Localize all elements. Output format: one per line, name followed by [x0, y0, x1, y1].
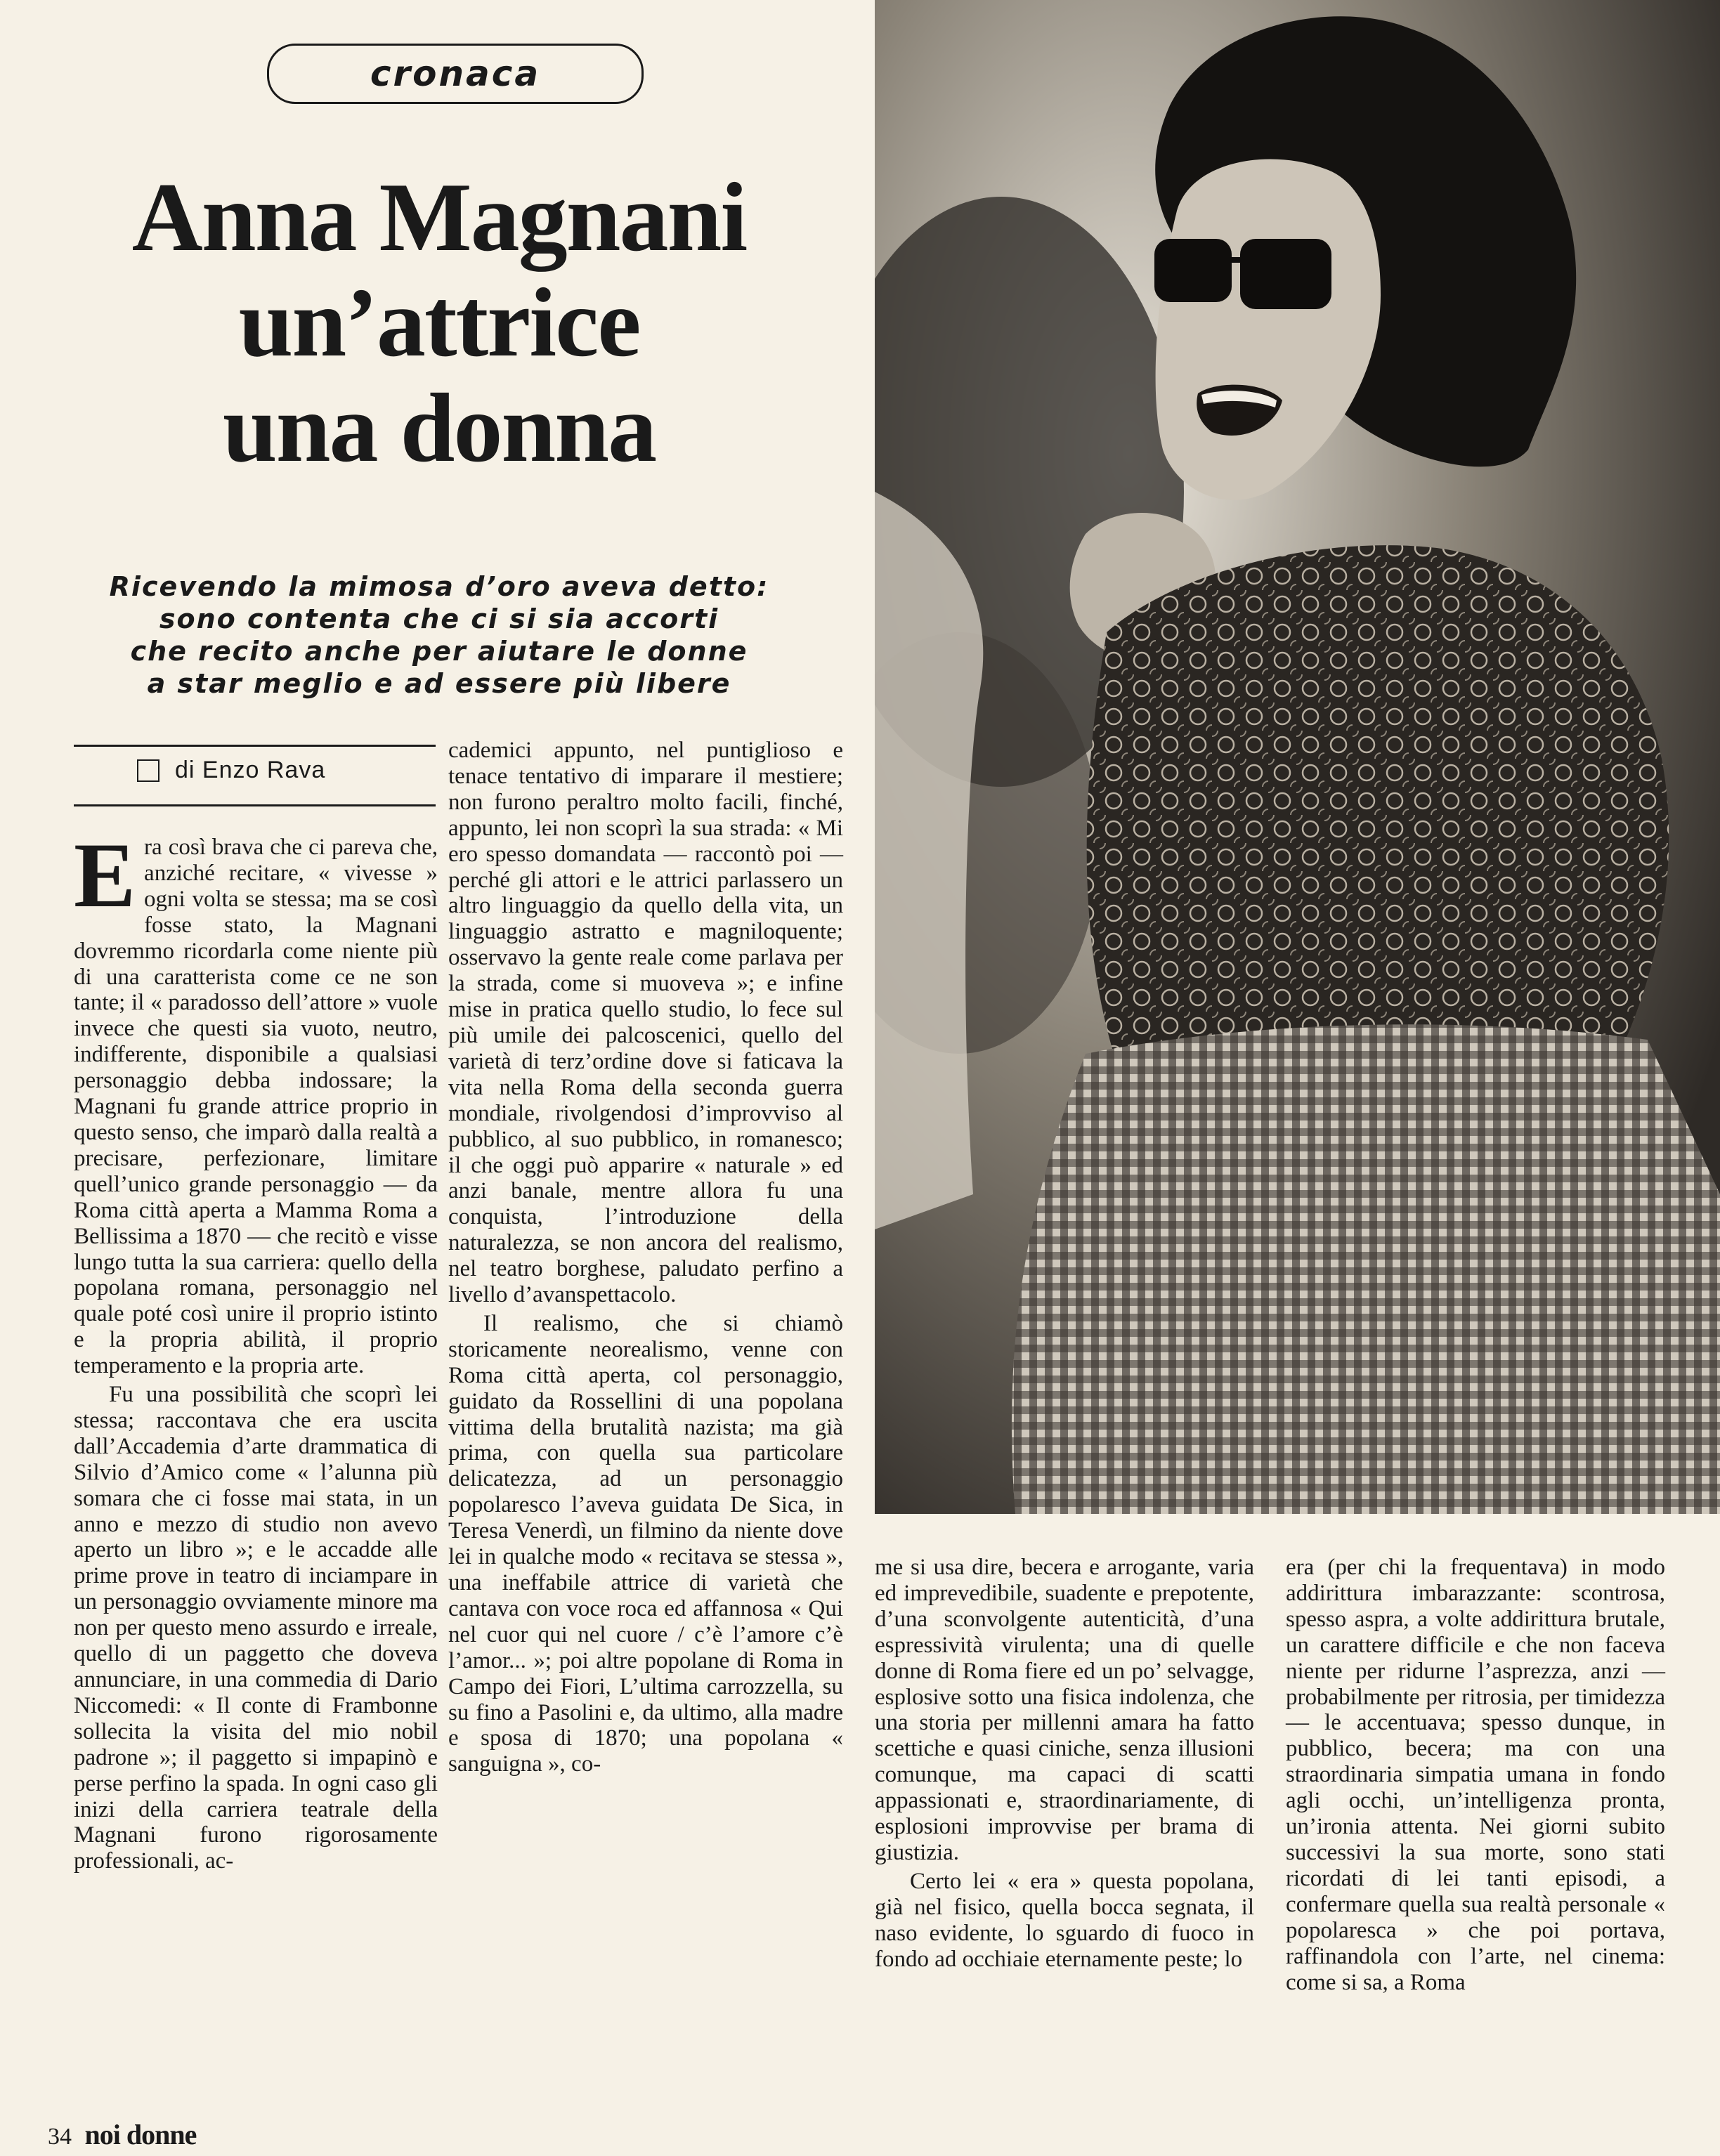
col1-paragraph-1: Era così brava che ci pareva che, anziché recitare, « vivesse » ogni volta se stessa; ma se così fosse stato, la Magnani dovremmo ricordarla come niente più di una caratterista come ce ne son tante; il « paradosso dell’attore » vuole invece che questi sia vuoto, neutro, indifferente, disponibile a qualsiasi personaggio debba indossare; la Magnani fu grande attrice proprio in questo senso, che imparò dalla realtà a precisare, perfezionare, limitare quell’unico grande personaggio — da Roma città aperta a Mamma Roma a Bellissima a 1870 — che recitò e visse lungo tutta la sua carriera: quello della popolana romana, personaggio nel quale poté così unire il proprio istinto e la propria abilità, il proprio temperamento e la propria arte.: [74, 823, 438, 1379]
byline-rule-bottom: [74, 804, 436, 806]
subtitle-line-3: che recito anche per aiutare le donne: [130, 636, 748, 667]
article-subtitle: [42, 570, 836, 700]
magazine-name: noi donne: [84, 2119, 197, 2150]
page-footer: [48, 2118, 196, 2151]
photo-anna-magnani: [875, 0, 1720, 1514]
title-line-3: una donna: [222, 374, 656, 483]
col3-paragraph-1: me si usa dire, becera e arrogante, varia ed imprevedibile, suadente e prepotente, d’una sconvolgente autenticità, d’una espressività virulenta; una di quelle donne di Roma fiere ed un po’ selvagge, esplosive sotto una fisica indolenza, che una storia per millenni amara ha fatto scettiche e quasi ciniche, senza illusioni comunque, ma capaci di scatti appassionati e, straordinariamente, di esplosioni improvvise per brama di giustizia.: [875, 1555, 1254, 1865]
section-label: cronaca: [267, 44, 644, 104]
article-title: [42, 165, 836, 481]
title-line-1: Anna Magnani: [131, 163, 747, 272]
text-column-3: [875, 1555, 1254, 1973]
text-column-1: [74, 823, 438, 1874]
subtitle-line-1: Ricevendo la mimosa d’oro aveva detto:: [109, 571, 769, 602]
text-column-2: [448, 738, 843, 1777]
col3-paragraph-2: Certo lei « era » questa popolana, già nel fisico, quella bocca segnata, il naso evidente, lo sguardo di fuoco in fondo ad occhiaie eternamente peste; lo: [875, 1868, 1254, 1972]
dropcap: E: [74, 823, 136, 927]
col1-paragraph-2: Fu una possibilità che scoprì lei stessa; raccontava che era uscita dall’Accademia d’arte drammatica di Silvio d’Amico come « l’alunna più somara che ci fosse mai stata, in un anno e mezzo di studio non avevo aperto un libro »; e le accadde alle prime prove in teatro di inciampare in un personaggio ovviamente minore ma non per questo meno assurdo e irreale, quello di un paggetto che doveva annunciare, in una commedia di Dario Niccomedi: « Il conte di Frambonne sollecita la visita del mio nobil padrone »; il paggetto si impapinò e perse perfino la spada. In ogni caso gli inizi della carriera teatrale della Magnani furono rigorosamente professionali, ac-: [74, 1382, 438, 1874]
title-line-2: un’attrice: [238, 268, 640, 377]
byline-square-icon: [137, 759, 159, 782]
page-number: 34: [48, 2124, 72, 2150]
subtitle-line-4: a star meglio e ad essere più libere: [147, 668, 731, 699]
byline-author: di Enzo Rava: [175, 757, 326, 783]
text-column-4: [1286, 1555, 1665, 1995]
byline-rule-top: [74, 745, 436, 747]
col2-paragraph-2: Il realismo, che si chiamò storicamente neorealismo, venne con Roma città aperta, col personaggio, guidato da Rossellini di una popolana vittima della brutalità nazista; ma già prima, con quella sua particolare delicatezza, ad un personaggio popolaresco l’aveva guidata De Sica, in Teresa Venerdì, un filmino da niente dove lei in qualche modo « recitava se stessa », una ineffabile attrice di varietà che cantava con voce roca ed affannosa « Qui nel cuor qui nel cuore / c’è l’amore c’è l’amor... »; poi altre popolane di Roma in Campo dei Fiori, L’ultima carrozzella, su su fino a Pasolini e, da ultimo, alla madre e sposa di 1870; una popolana « sanguigna », co-: [448, 1310, 843, 1777]
col4-paragraph-1: era (per chi la frequentava) in modo addirittura imbarazzante: scontrosa, spesso aspra, a volte addirittura brutale, un carattere difficile e che non faceva niente per ridurne l’asprezza, anzi — probabilmente per ritrosia, per timidezza — le accentuava; spesso dunque, in pubblico, becera; ma con una straordinaria simpatia umana in fondo agli occhi, un’intelligenza pronta, un’ironia attenta. Nei giorni subito successivi la sua morte, sono stati ricordati di lei tanti episodi, a confermare quella sua realtà personale « popolaresca » che poi portava, raffinandola con l’arte, nel cinema: come si sa, a Roma: [1286, 1555, 1665, 1995]
photo-illustration: [875, 0, 1720, 1514]
col2-paragraph-1: cademici appunto, nel puntiglioso e tenace tentativo di imparare il mestiere; non furono peraltro molto facili, finché, appunto, lei non scoprì la sua strada: « Mi ero spesso domandata — raccontò poi — perché gli attori e le attrici parlassero un altro linguaggio da quello della vita, un linguaggio astratto e magniloquente; osservavo la gente reale come parlava per la strada, come si muoveva »; e infine mise in pratica quello studio, lo fece sul più umile dei palcoscenici, quello del varietà di terz’ordine dove si faticava la vita nella Roma della seconda guerra mondiale, rivolgendosi d’improvviso al pubblico, al suo pubblico, in romanesco; il che oggi può apparire « naturale » ed anzi banale, mentre allora fu una conquista, l’introduzione della naturalezza, se non ancora del realismo, nel teatro borghese, paludato perfino a livello d’avanspettacolo.: [448, 738, 843, 1308]
byline: [137, 757, 325, 784]
subtitle-line-2: sono contenta che ci si sia accorti: [159, 603, 719, 634]
